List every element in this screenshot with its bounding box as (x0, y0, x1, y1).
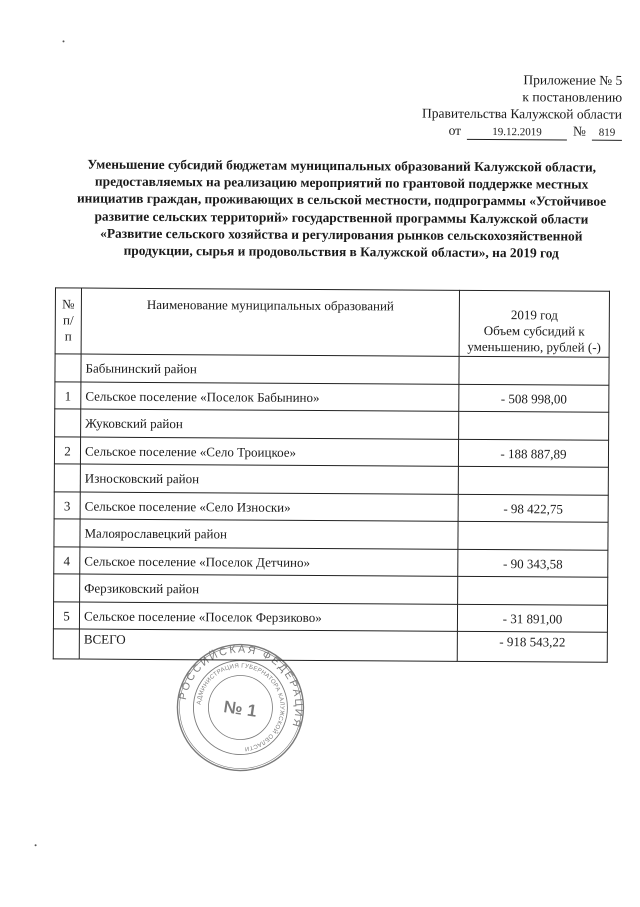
row-name: Малоярославецкий район (80, 519, 458, 549)
table-row (55, 381, 609, 412)
row-amount: - 90 343,58 (458, 549, 608, 577)
table-row (55, 409, 609, 440)
table-row (54, 436, 608, 467)
row-name: Износковский район (80, 464, 458, 494)
row-no: 3 (54, 491, 80, 519)
header-no: № п/п (55, 288, 81, 354)
seal-number: № 1 (222, 697, 258, 721)
table-row (54, 574, 608, 605)
document-title: Уменьшение субсидий бюджетам муниципальных образований Калужской области, предоставляемых на реализацию мероприятий по грантовой поддержке местных инициатив граждан, проживающих в сельской местности, подпрограммы «Устойчивое развитие сельских территорий» государственной программы Калужской области «Развитие сельского хозяйства и регулирования рынков сельскохозяйственной продукции, сырья и продовольствия в Калужской области», на 2019 год (76, 156, 607, 261)
row-amount (458, 466, 608, 494)
row-amount (459, 411, 609, 439)
official-seal (174, 641, 307, 774)
row-name: Сельское поселение «Поселок Ферзиково» (79, 602, 457, 632)
scan-speck (35, 844, 37, 846)
row-name: Сельское поселение «Поселок Бабынино» (81, 382, 459, 412)
row-no (54, 464, 80, 492)
row-no (55, 354, 81, 382)
row-amount (459, 356, 609, 384)
table-header-row (55, 288, 609, 357)
resolution-date: 19.12.2019 (467, 125, 567, 141)
total-no (53, 629, 79, 659)
header-amount-desc: Объем субсидий к уменьшению, рублей (-) (467, 322, 601, 355)
table-row (55, 354, 609, 385)
row-amount: - 188 887,89 (458, 439, 608, 467)
header-name: Наименование муниципальных образований (81, 288, 459, 356)
total-label: ВСЕГО (79, 629, 457, 661)
header-amount-year: 2019 год (510, 307, 558, 323)
subsidy-table (53, 287, 610, 662)
appendix-line1: Приложение № 5 (523, 72, 623, 88)
table-row (54, 491, 608, 522)
row-no: 4 (54, 546, 80, 574)
row-no: 5 (53, 601, 79, 629)
row-name: Сельское поселение «Поселок Детчино» (80, 547, 458, 577)
row-name: Сельское поселение «Село Троицкое» (80, 437, 458, 467)
seal-outer-text: РОССИЙСКАЯ ФЕДЕРАЦИЯ (176, 643, 305, 731)
scan-speck (63, 40, 65, 42)
row-name: Бабынинский район (81, 354, 459, 384)
row-amount (458, 521, 608, 549)
row-no (55, 409, 81, 437)
table-row (54, 519, 608, 550)
appendix-line3: Правительства Калужской области (422, 105, 623, 122)
date-prefix: от (448, 122, 462, 138)
row-name: Жуковский район (81, 409, 459, 439)
row-no (54, 519, 80, 547)
table-row (54, 546, 608, 577)
row-amount: - 508 998,00 (459, 384, 609, 412)
row-name: Сельское поселение «Село Износки» (80, 492, 458, 522)
table-row (54, 464, 608, 495)
row-no: 2 (54, 436, 80, 464)
seal-inner-text: АДМИНИСТРАЦИЯ ГУБЕРНАТОРА КАЛУЖСКОЙ ОБЛАСТИ (196, 663, 285, 752)
total-amount: - 918 543,22 (457, 631, 607, 662)
appendix-date-line (422, 122, 622, 141)
row-amount (458, 576, 608, 604)
resolution-number: 819 (592, 126, 622, 141)
number-prefix: № (573, 123, 587, 139)
row-name: Ферзиковский район (80, 574, 458, 604)
appendix-line2: к постановлению (522, 89, 623, 105)
table-total-row (53, 629, 607, 662)
row-amount: - 98 422,75 (458, 494, 608, 522)
appendix-header (422, 71, 622, 141)
table-row (53, 601, 607, 632)
row-no (54, 574, 80, 602)
header-amount (459, 290, 609, 357)
row-amount: - 31 891,00 (457, 604, 607, 632)
row-no: 1 (55, 381, 81, 409)
